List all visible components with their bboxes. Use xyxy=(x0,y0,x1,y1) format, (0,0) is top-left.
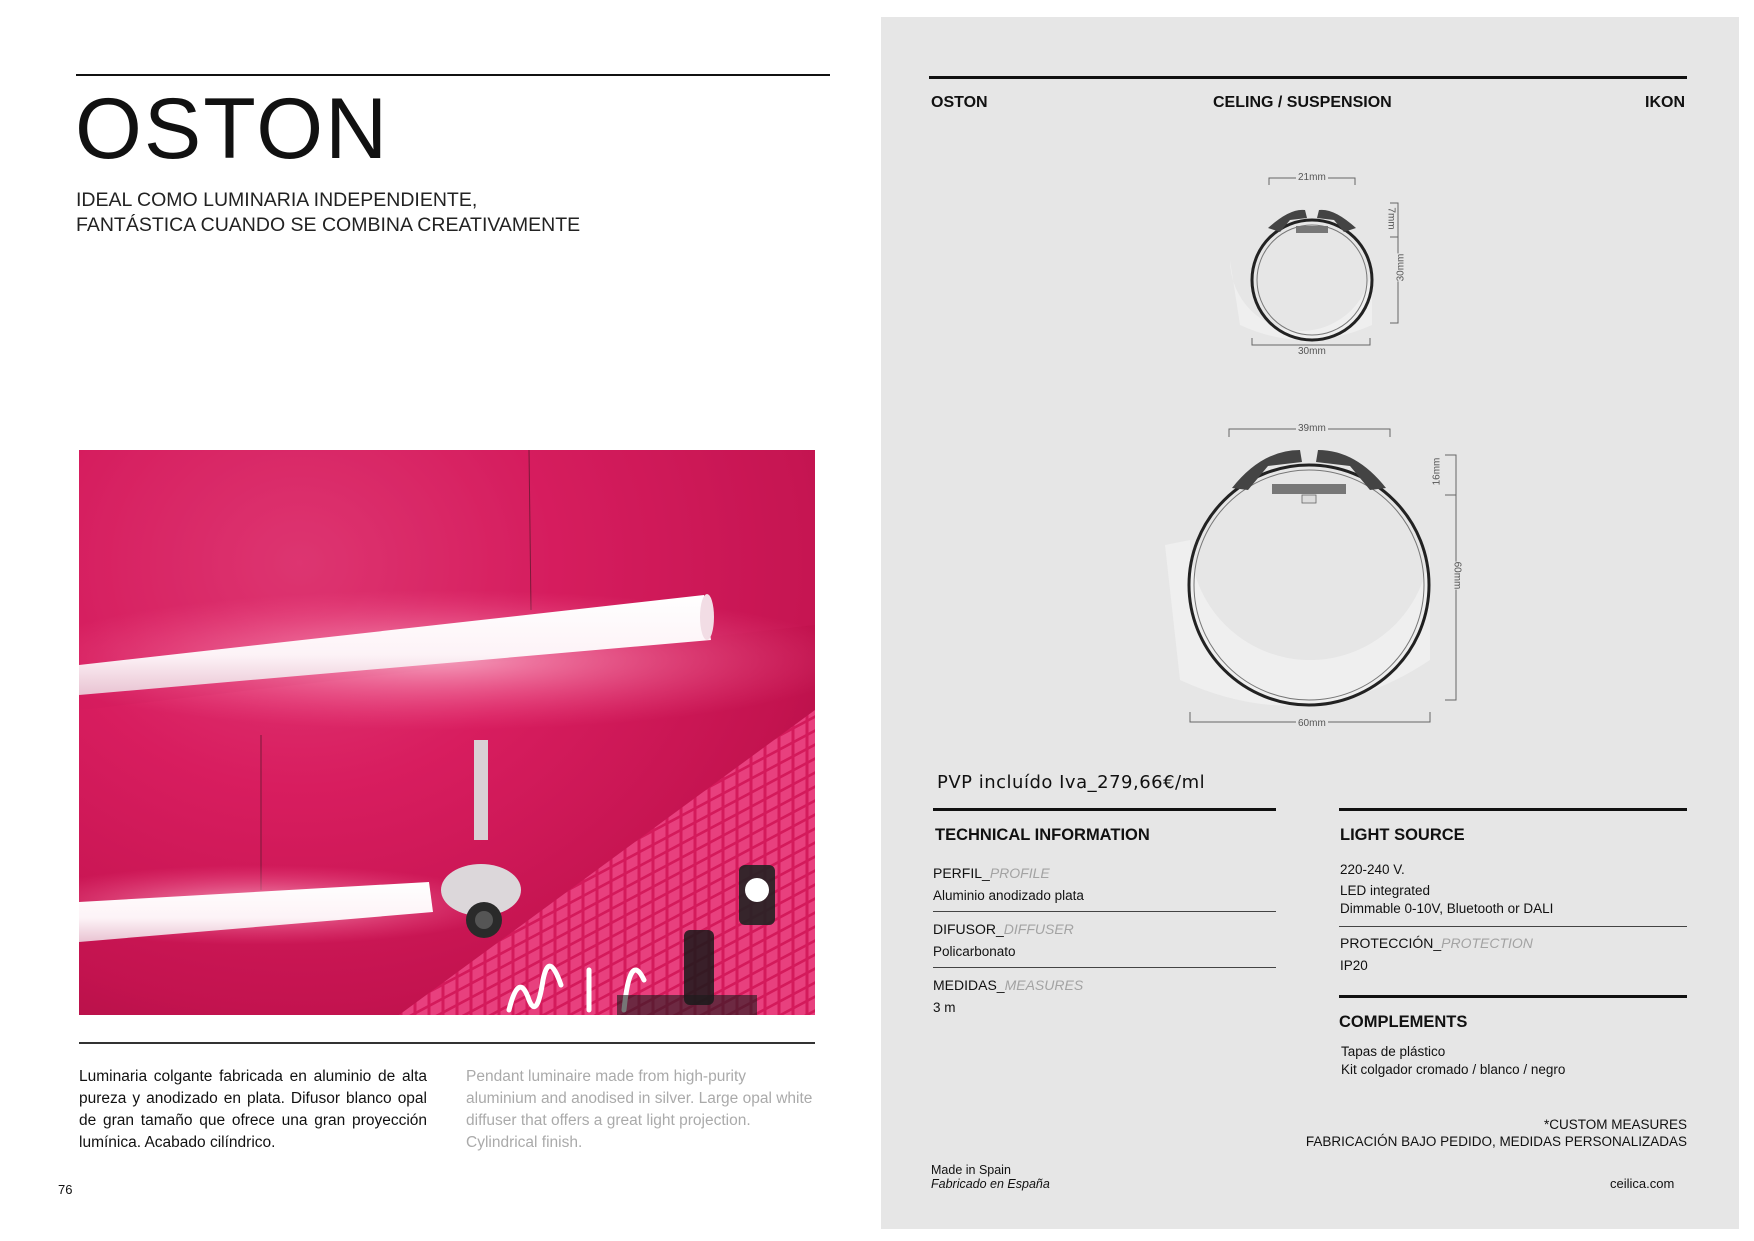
dimmable-value: Dimmable 0-10V, Bluetooth or DALI xyxy=(1340,901,1554,916)
light-source-title: LIGHT SOURCE xyxy=(1340,826,1465,844)
profile-value: Aluminio anodizado plata xyxy=(933,888,1084,903)
dim-large-bottom: 60mm xyxy=(1298,718,1326,729)
technical-divider-1 xyxy=(933,911,1276,912)
header-product: OSTON xyxy=(931,94,988,111)
complements-line-1: Tapas de plástico xyxy=(1341,1044,1446,1059)
profile-label: PERFIL_PROFILE xyxy=(933,865,1050,881)
dim-small-top: 21mm xyxy=(1298,172,1326,183)
page-number: 76 xyxy=(58,1182,73,1197)
voltage-value: 220-240 V. xyxy=(1340,862,1405,877)
dim-small-side-height: 30mm xyxy=(1395,253,1407,282)
dim-small-side-upper: 7mm xyxy=(1385,207,1397,230)
measures-value: 3 m xyxy=(933,1000,956,1015)
made-in-label: Made in Spain xyxy=(931,1163,1011,1177)
custom-measures-note xyxy=(1306,1117,1687,1149)
technical-rule xyxy=(933,808,1276,811)
custom-measures-line-2: FABRICACIÓN BAJO PEDIDO, MEDIDAS PERSONALIZADAS xyxy=(1305,1134,1687,1149)
fabricado-label: Fabricado en España xyxy=(931,1177,1050,1191)
custom-measures-line-1: *CUSTOM MEASURES xyxy=(1543,1117,1687,1132)
diffuser-label: DIFUSOR_DIFFUSER xyxy=(933,921,1074,937)
header-category: CELING / SUSPENSION xyxy=(1213,94,1392,111)
complements-line-2: Kit colgador cromado / blanco / negro xyxy=(1341,1062,1566,1077)
description-english: Pendant luminaire made from high-purity aluminium and anodised in silver. Large opal white diffuser that offers a great light projection. Cylindrical finish. xyxy=(466,1068,813,1151)
led-value: LED integrated xyxy=(1340,883,1431,898)
technical-divider-2 xyxy=(933,967,1276,968)
price-label: PVP incluído Iva_279,66€/ml xyxy=(937,772,1206,793)
light-source-rule xyxy=(1339,808,1687,811)
description-spanish: Luminaria colgante fabricada en aluminio de alta pureza y anodizado en plata. Difusor blanco opal de gran tamaño que ofrece una gran proyección lumínica. Acabado cilíndrico. xyxy=(79,1068,427,1151)
light-source-divider xyxy=(1339,926,1687,927)
dim-large-side-height: 60mm xyxy=(1451,561,1463,590)
header-collection: IKON xyxy=(1645,94,1685,111)
large-profile-drawing xyxy=(1165,429,1456,722)
dim-large-side-upper: 16mm xyxy=(1431,457,1443,486)
dim-small-bottom: 30mm xyxy=(1298,346,1326,357)
complements-rule xyxy=(1339,995,1687,998)
technical-title: TECHNICAL INFORMATION xyxy=(935,826,1150,844)
diffuser-value: Policarbonato xyxy=(933,944,1016,959)
complements-title: COMPLEMENTS xyxy=(1339,1013,1468,1031)
small-profile-drawing xyxy=(1230,178,1398,345)
subtitle-line-2: FANTÁSTICA CUANDO SE COMBINA CREATIVAMENTE xyxy=(76,214,581,236)
website-link[interactable]: ceilica.com xyxy=(1610,1176,1675,1191)
product-title: OSTON xyxy=(75,81,390,177)
dim-large-top: 39mm xyxy=(1298,423,1326,434)
measures-label: MEDIDAS_MEASURES xyxy=(933,977,1084,993)
protection-value: IP20 xyxy=(1340,958,1368,973)
made-in-spain xyxy=(931,1163,1050,1191)
protection-label: PROTECCIÓN_PROTECTION xyxy=(1340,935,1533,951)
subtitle-line-1: IDEAL COMO LUMINARIA INDEPENDIENTE, xyxy=(76,189,478,211)
